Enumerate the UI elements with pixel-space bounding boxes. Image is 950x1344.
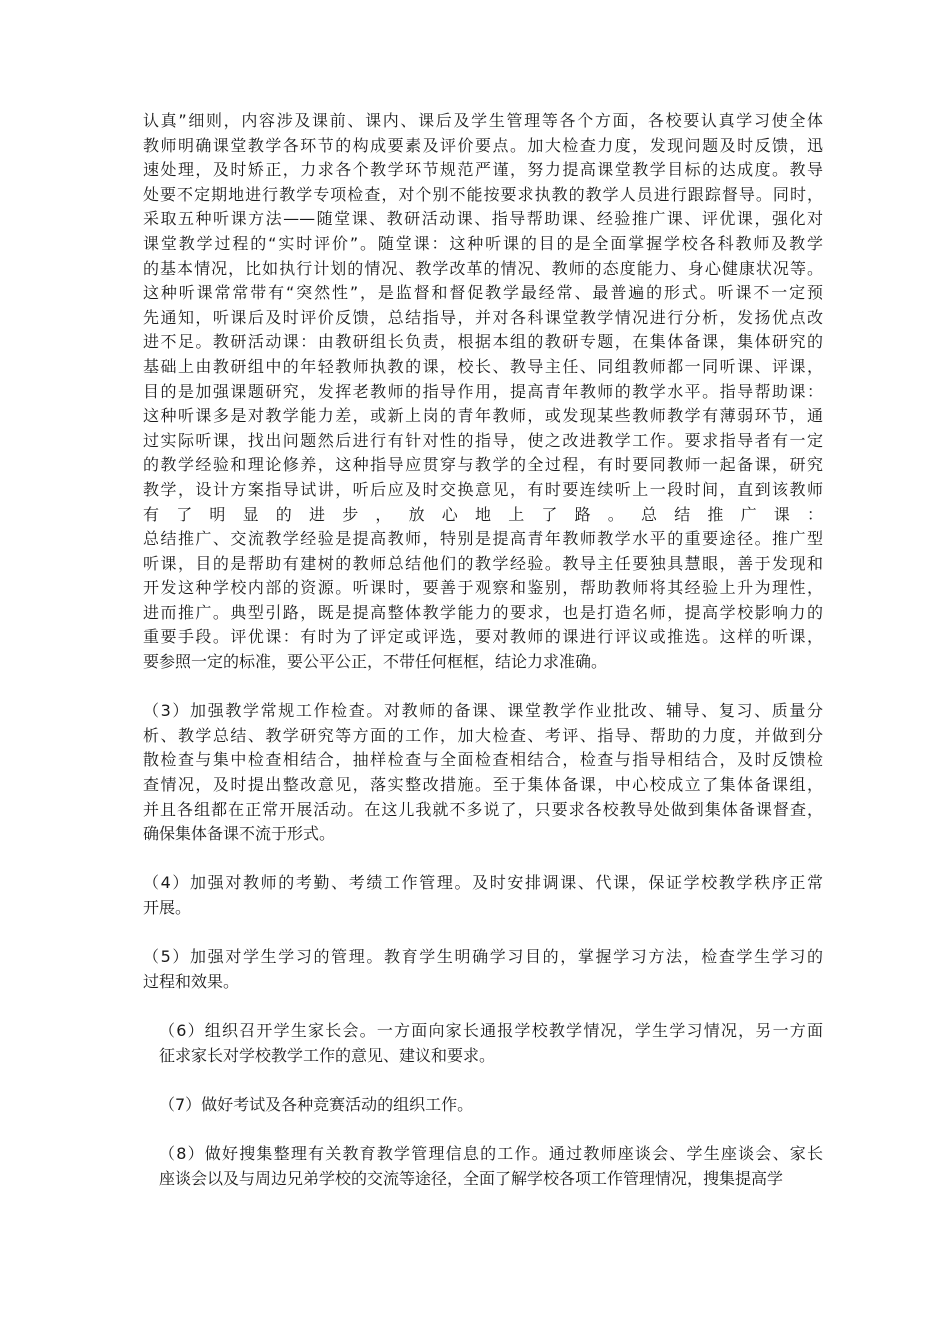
paragraph — [143, 1093, 823, 1118]
text-line: 总结推广、交流教学经验是提高教师，特别是提高青年教师教学水平的重要途径。推广型 — [143, 529, 823, 549]
text-line: 的基本情况，比如执行计划的情况、教学改革的情况、教师的态度能力、身心健康状况等。 — [143, 258, 823, 278]
text-line: 开发这种学校内部的资源。听课时，要善于观察和鉴别，帮助教师将其经验上升为理性， — [143, 578, 823, 598]
text-line: 并且各组都在正常开展活动。在这儿我就不多说了，只要求各校教导处做到集体备课督查， — [143, 799, 823, 819]
text-line: 教师明确课堂教学各环节的构成要素及评价要点。加大检查力度，发现问题及时反馈，迅 — [143, 135, 823, 155]
text-line: （3）加强教学常规工作检查。对教师的备课、课堂教学作业批改、辅导、复习、质量分 — [143, 701, 823, 721]
text-line: 先通知，听课后及时评价反馈，总结指导，并对各科课堂教学情况进行分析，发扬优点改 — [143, 307, 823, 327]
text-line: （5）加强对学生学习的管理。教育学生明确学习目的，掌握学习方法，检查学生学习的 — [143, 947, 823, 967]
text-line: 进而推广。典型引路，既是提高整体教学能力的要求，也是打造名师，提高学校影响力的 — [143, 602, 823, 622]
paragraph — [143, 945, 823, 994]
text-line: 目的是加强课题研究，发挥老教师的指导作用，提高青年教师的教学水平。指导帮助课： — [143, 381, 823, 401]
paragraph — [143, 1019, 823, 1068]
text-line: （4）加强对教师的考勤、考绩工作管理。及时安排调课、代课，保证学校教学秩序正常 — [143, 873, 823, 893]
text-line: （7）做好考试及各种竞赛活动的组织工作。 — [159, 1094, 474, 1114]
text-line: 开展。 — [143, 898, 192, 917]
text-line: 过实际听课，找出问题然后进行有针对性的指导，使之改进教学工作。要求指导者有一定 — [143, 430, 823, 450]
text-line: 速处理，及时矫正，力求各个教学环节规范严谨，努力提高课堂教学目标的达成度。教导 — [143, 160, 823, 180]
paragraph — [143, 1142, 823, 1191]
text-line: 散检查与集中检查相结合，抽样检查与全面检查相结合，检查与指导相结合，及时反馈检 — [143, 750, 823, 770]
text-line: 确保集体备课不流于形式。 — [143, 824, 336, 844]
text-line: 处要不定期地进行教学专项检查，对个别不能按要求执教的教学人员进行跟踪督导。同时， — [143, 184, 823, 204]
text-line: （6）组织召开学生家长会。一方面向家长通报学校教学情况，学生学习情况，另一方面 — [159, 1020, 823, 1040]
text-line: （8）做好搜集整理有关教育教学管理信息的工作。通过教师座谈会、学生座谈会、家长 — [159, 1143, 823, 1163]
text-line: 过程和效果。 — [143, 971, 240, 991]
paragraph — [143, 699, 823, 847]
text-line: 这种听课多是对教学能力差，或新上岗的青年教师，或发现某些教师教学有薄弱环节，通 — [143, 406, 823, 426]
text-line: 的教学经验和理论修养，这种指导应贯穿与教学的全过程，有时要同教师一起备课，研究 — [143, 455, 823, 475]
text-line: 这种听课常常带有“突然性”，是监督和督促教学最经常、最普遍的形式。听课不一定预 — [143, 283, 823, 303]
text-line: 认真”细则，内容涉及课前、课内、课后及学生管理等各个方面，各校要认真学习使全体 — [143, 111, 823, 130]
paragraph — [143, 109, 823, 675]
paragraph — [143, 871, 823, 920]
text-line: 要参照一定的标准，要公平公正，不带任何框框，结论力求准确。 — [143, 652, 608, 672]
text-line: 听课，目的是帮助有建树的教师总结他们的教学经验。教导主任要独具慧眼，善于发现和 — [143, 553, 823, 573]
text-line: 教学，设计方案指导试讲，听后应及时交换意见，有时要连续听上一段时间，直到该教师 — [143, 479, 823, 499]
text-line: 进不足。教研活动课：由教研组长负责，根据本组的教研专题，在集体备课，集体研究的 — [143, 332, 823, 352]
text-line: 课堂教学过程的“实时评价”。随堂课：这种听课的目的是全面掌握学校各科教师及教学 — [143, 233, 823, 253]
text-line: 征求家长对学校教学工作的意见、建议和要求。 — [159, 1045, 496, 1065]
text-line: 查情况，及时提出整改意见，落实整改措施。至于集体备课，中心校成立了集体备课组， — [143, 775, 823, 795]
text-line: 基础上由教研组中的年轻教师执教的课，校长、教导主任、同组教师都一同听课、评课， — [143, 356, 823, 376]
text-line: 采取五种听课方法——随堂课、教研活动课、指导帮助课、经验推广课、评优课，强化对 — [143, 209, 823, 229]
text-line: 有了明显的进步，放心地上了路。总结推广课： — [143, 504, 823, 524]
text-line: 座谈会以及与周边兄弟学校的交流等途径，全面了解学校各项工作管理情况，搜集提高学 — [159, 1168, 784, 1188]
text-line: 重要手段。评优课：有时为了评定或评选，要对教师的课进行评议或推选。这样的听课， — [143, 627, 823, 647]
text-line: 析、教学总结、教学研究等方面的工作，加大检查、考评、指导、帮助的力度，并做到分 — [143, 725, 823, 745]
document-body — [143, 109, 823, 1216]
